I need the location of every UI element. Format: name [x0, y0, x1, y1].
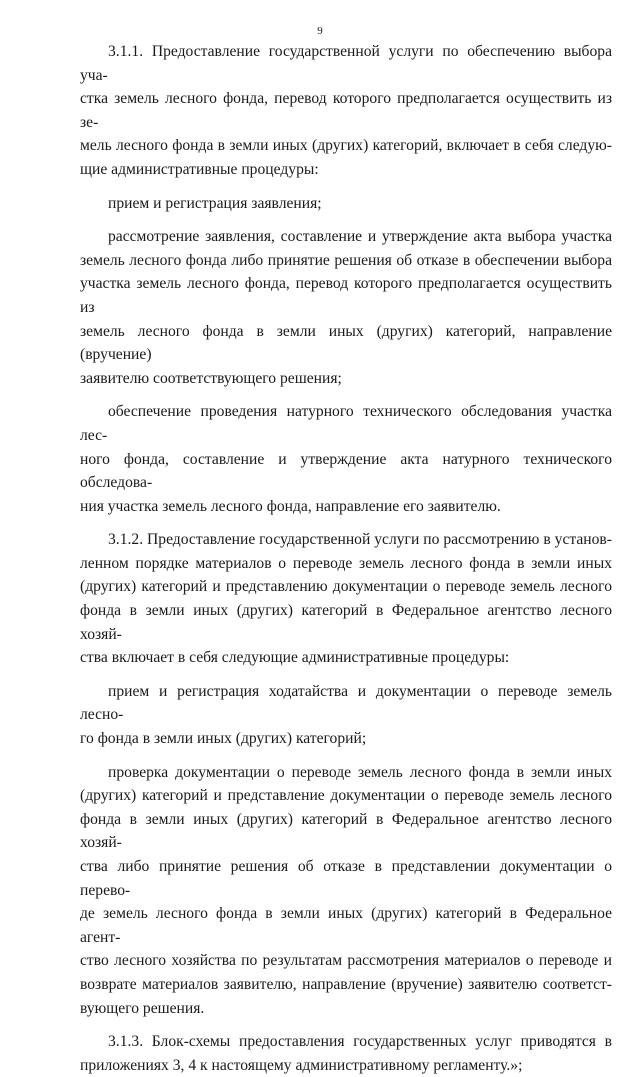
paragraph-spacer [80, 215, 612, 225]
paragraph-line: проверка документации о переводе земель лесного фонда в земли иных [108, 763, 612, 781]
paragraph [80, 1030, 612, 1077]
paragraph-line: 3.1.3. Блок-схемы предоставления государственных услуг приводятся в [108, 1033, 612, 1051]
paragraph-line: де земель лесного фонда в земли иных (других) категорий в Федеральное агент- [80, 905, 612, 946]
paragraph-line: рассмотрение заявления, составление и утверждение акта выбора участка [108, 228, 612, 246]
paragraph-line: мель лесного фонда в земли иных (других) категорий, включает в себя следую- [80, 137, 612, 155]
paragraph [80, 761, 612, 1021]
paragraph-line: прием и регистрация ходатайства и документации о переводе земель лесно- [80, 682, 612, 724]
paragraph-spacer [80, 182, 612, 192]
paragraph-line: обеспечение проведения натурного технического обследования участка лес- [80, 403, 612, 444]
paragraph-line: (других) категорий и представление документации о переводе земель лесного [80, 787, 612, 805]
paragraph-line: прием и регистрация заявления; [108, 194, 322, 212]
document-body [80, 40, 612, 1077]
paragraph-line: ства либо принятие решения об отказе в представлении документации о перево- [80, 858, 612, 899]
paragraph-line: ленном порядке материалов о переводе земель лесного фонда в земли иных [80, 554, 612, 572]
paragraph [80, 40, 612, 182]
paragraph [80, 528, 612, 670]
paragraph-line: фонда в земли иных (других) категорий в Федеральное агентство лесного хозяй- [80, 810, 612, 852]
paragraph-line: заявителю соответствующего решения; [80, 369, 342, 387]
paragraph-line: возврате материалов заявителю, направление (вручение) заявителю соответст- [80, 975, 612, 993]
paragraph-line: 3.1.1. Предоставление государственной услуги по обеспечению выбора уча- [80, 43, 612, 84]
paragraph-spacer [80, 751, 612, 761]
paragraph-line: вующего решения. [80, 999, 205, 1017]
paragraph-line: ства включает в себя следующие административные процедуры: [80, 649, 510, 667]
paragraph [80, 192, 612, 216]
paragraph-line: щие административные процедуры: [80, 160, 319, 178]
paragraph-line: го фонда в земли иных (других) категорий; [80, 730, 367, 748]
paragraph-spacer [80, 1020, 612, 1030]
paragraph [80, 225, 612, 390]
paragraph-line: участка земель лесного фонда, перевод которого предполагается осуществить из [80, 275, 612, 316]
paragraph-line: ного фонда, составление и утверждение акта натурного технического обследова- [80, 450, 612, 492]
paragraph-line: (других) категорий и представлению документации о переводе земель лесного [80, 578, 612, 596]
paragraph-line: фонда в земли иных (других) категорий в Федеральное агентство лесного хозяй- [80, 602, 612, 643]
paragraph-line: земель лесного фонда в земли иных (других) категорий, направление (вручение) [80, 322, 612, 364]
paragraph-line: ство лесного хозяйства по результатам рассмотрения материалов о переводе и [80, 952, 612, 970]
paragraph-line: ния участка земель лесного фонда, направление его заявителю. [80, 497, 501, 515]
paragraph-line: стка земель лесного фонда, перевод которого предполагается осуществить из зе- [80, 90, 612, 131]
paragraph-spacer [80, 670, 612, 680]
paragraph-line: 3.1.2. Предоставление государственной услуги по рассмотрению в установ- [108, 531, 612, 549]
paragraph [80, 680, 612, 751]
paragraph-line: приложениях 3, 4 к настоящему административному регламенту.»; [80, 1056, 523, 1074]
paragraph [80, 400, 612, 518]
paragraph-spacer [80, 518, 612, 528]
page-number: 9 [317, 25, 323, 37]
paragraph-spacer [80, 390, 612, 400]
paragraph-line: земель лесного фонда либо принятие решения об отказе в обеспечении выбора [80, 251, 612, 269]
